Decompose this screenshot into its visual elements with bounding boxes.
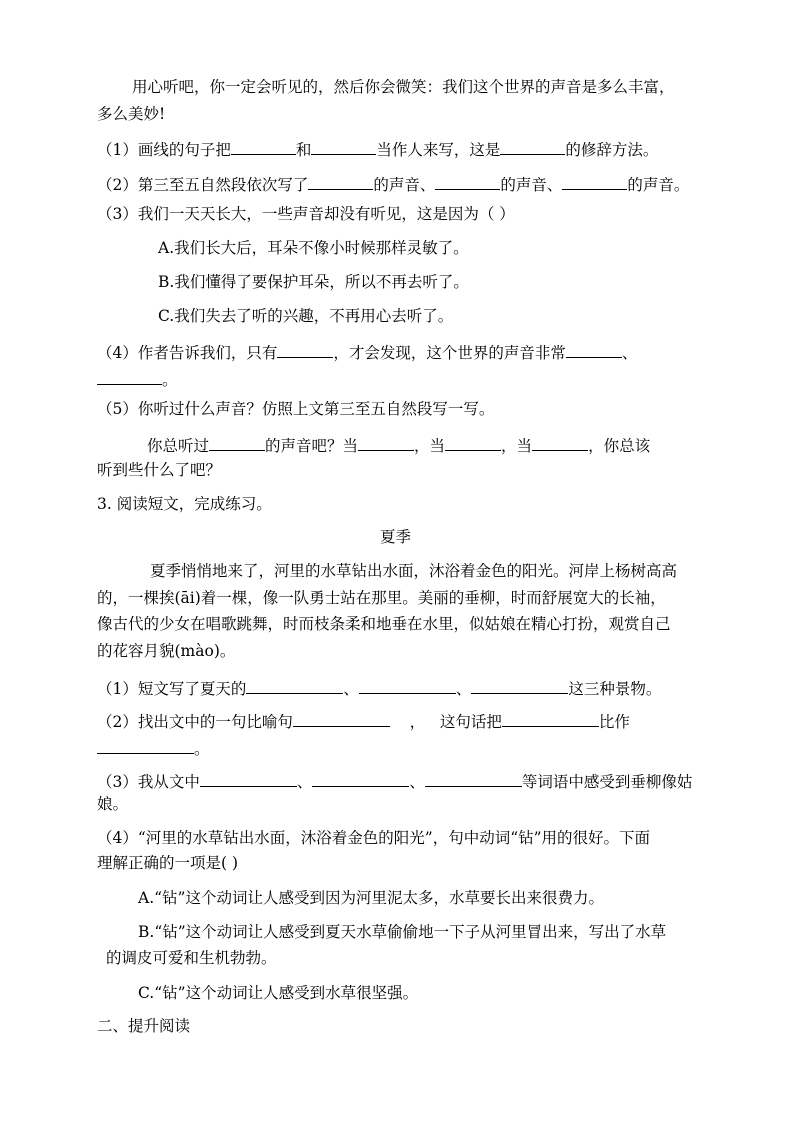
q2-item3-stem: （3）我们一天天长大，一些声音却没有听见，这是因为（ ） [97, 205, 515, 223]
q3-item2-line-1 [97, 709, 630, 731]
q2-item4-line-2 [97, 367, 178, 389]
q2-item4-text-d: 。 [162, 371, 178, 389]
q3-item4-option-b-line-1[interactable]: B.“钻”这个动词让人感受到夏天水草偷偷地一下子从河里冒出来，写出了水草 [138, 923, 667, 941]
q2-item5-text-c: ，当 [414, 437, 446, 455]
q2-item4-text-b: ，才会发现，这个世界的声音非常 [333, 344, 566, 362]
q3-item2-text-c: 比作 [598, 713, 630, 731]
q2-item1-blank-2[interactable] [311, 137, 376, 155]
passage-end-line-1: 用心听吧，你一定会听见的，然后你会微笑：我们这个世界的声音是多么丰富， [132, 78, 675, 96]
q2-item4-text-a: （4）作者告诉我们，只有 [97, 344, 278, 362]
q2-item4-text-c: 、 [621, 344, 638, 362]
q2-item2 [97, 172, 689, 194]
q3-passage-title: 夏季 [380, 528, 412, 546]
q2-item2-text-d: 的声音。 [627, 176, 690, 194]
q3-item3-line-2: 娘。 [97, 795, 129, 813]
q2-item5-text-b: 的声音吧？当 [265, 437, 359, 455]
q2-item4-blank-3[interactable] [97, 367, 162, 385]
q2-item5-text-a: 你总听过 [147, 437, 210, 455]
q3-item4-option-c[interactable]: C.“钻”这个动词让人感受到水草很坚强。 [138, 984, 419, 1002]
q2-item2-blank-1[interactable] [308, 172, 373, 190]
q3-item2-line-2 [97, 736, 210, 758]
q2-item5-blank-2[interactable] [358, 433, 414, 451]
q3-item4-stem-line-2: 理解正确的一项是( ) [97, 854, 239, 872]
q3-item3-text-d: 等词语中感受到垂柳像姑 [521, 773, 693, 791]
q3-item3-line-1 [97, 769, 692, 791]
q3-item3-text-b: 、 [296, 773, 313, 791]
q2-item3-option-a[interactable]: A.我们长大后，耳朵不像小时候那样灵敏了。 [158, 239, 469, 257]
q3-item1-text-d: 这三种景物。 [568, 680, 662, 698]
q3-item1-text-c: 、 [455, 680, 472, 698]
q2-item1-blank-3[interactable] [500, 137, 565, 155]
q3-item1-text-b: 、 [343, 680, 359, 698]
q2-item4-blank-2[interactable] [566, 340, 622, 358]
q3-item3-blank-1[interactable] [200, 769, 297, 787]
q3-item1-blank-1[interactable] [246, 676, 343, 694]
q2-item4-line-1 [97, 340, 637, 362]
q2-item4-blank-1[interactable] [277, 340, 333, 358]
q3-item1-text-a: （1）短文写了夏天的 [97, 680, 247, 698]
q3-item3-blank-2[interactable] [312, 769, 409, 787]
q2-item2-text-a: （2）第三至五自然段依次写了 [97, 176, 309, 194]
q2-item1-text-c: 当作人来写，这是 [376, 141, 501, 159]
q3-passage-line-1: 夏季悄悄地来了，河里的水草钻出水面，沐浴着金色的阳光。河岸上杨树高高 [150, 562, 678, 580]
q2-item5-blank-1[interactable] [209, 433, 265, 451]
q2-item3-option-c[interactable]: C.我们失去了听的兴趣，不再用心去听了。 [158, 307, 454, 325]
q2-item5-blank-3[interactable] [445, 433, 501, 451]
q2-item5-text-d: ，当 [501, 437, 533, 455]
q2-item5-text-e: ，你总该 [588, 437, 651, 455]
q2-item1-blank-1[interactable] [231, 137, 296, 155]
q3-item3-text-c: 、 [409, 773, 425, 791]
q3-item3-text-a: （3）我从文中 [97, 773, 200, 791]
q2-item3-option-b[interactable]: B.我们懂得了要保护耳朵，所以不再去听了。 [158, 273, 469, 291]
q2-item5-line-2: 听到些什么了吧？ [97, 461, 222, 479]
q3-item3-blank-3[interactable] [425, 769, 522, 787]
q3-item2-blank-3[interactable] [97, 736, 194, 754]
passage-end-line-2: 多么美妙! [97, 105, 166, 123]
q2-item2-blank-2[interactable] [435, 172, 500, 190]
q3-item2-text-b: ， 这句话把 [389, 713, 502, 731]
q3-item1 [97, 676, 661, 698]
q3-passage-line-3: 像古代的少女在唱歌跳舞，时而枝条柔和地垂在水里，似姑娘在精心打扮，观赏自己 [97, 615, 671, 633]
q3-item2-text-a: （2）找出文中的一句比喻句 [97, 713, 293, 731]
q3-heading: 3. 阅读短文，完成练习。 [97, 495, 272, 513]
q3-item2-text-d: 。 [194, 740, 210, 758]
q2-item1 [97, 137, 658, 159]
q3-item4-stem-line-1: （4）“河里的水草钻出水面，沐浴着金色的阳光”，句中动词“钻”用的很好。下面 [97, 829, 651, 847]
q2-item5-line-1 [147, 433, 650, 455]
q3-item1-blank-2[interactable] [359, 676, 456, 694]
q2-item1-text-d: 的修辞方法。 [565, 141, 659, 159]
q3-passage-line-4: 的花容月貌(mào)。 [97, 642, 236, 660]
q2-item2-blank-3[interactable] [562, 172, 627, 190]
q3-item2-blank-2[interactable] [502, 709, 599, 727]
section-2-heading: 二、提升阅读 [97, 1017, 191, 1035]
q3-item1-blank-3[interactable] [471, 676, 568, 694]
q2-item1-text-b: 和 [295, 141, 312, 159]
q2-item2-text-b: 的声音、 [373, 176, 436, 194]
q2-item5-stem: （5）你听过什么声音？仿照上文第三至五自然段写一写。 [97, 400, 495, 418]
q3-passage-line-2: 的，一棵挨(āi)着一棵，像一队勇士站在那里。美丽的垂柳，时而舒展宽大的长袖， [97, 589, 666, 607]
q2-item5-blank-4[interactable] [532, 433, 588, 451]
q3-item4-option-b-line-2[interactable]: 的调皮可爱和生机勃勃。 [106, 949, 277, 967]
q3-item4-option-a[interactable]: A.“钻”这个动词让人感受到因为河里泥太多，水草要长出来很费力。 [138, 889, 604, 907]
q2-item1-text-a: （1）画线的句子把 [97, 141, 231, 159]
q3-item2-blank-1[interactable] [293, 709, 390, 727]
q2-item2-text-c: 的声音、 [500, 176, 563, 194]
